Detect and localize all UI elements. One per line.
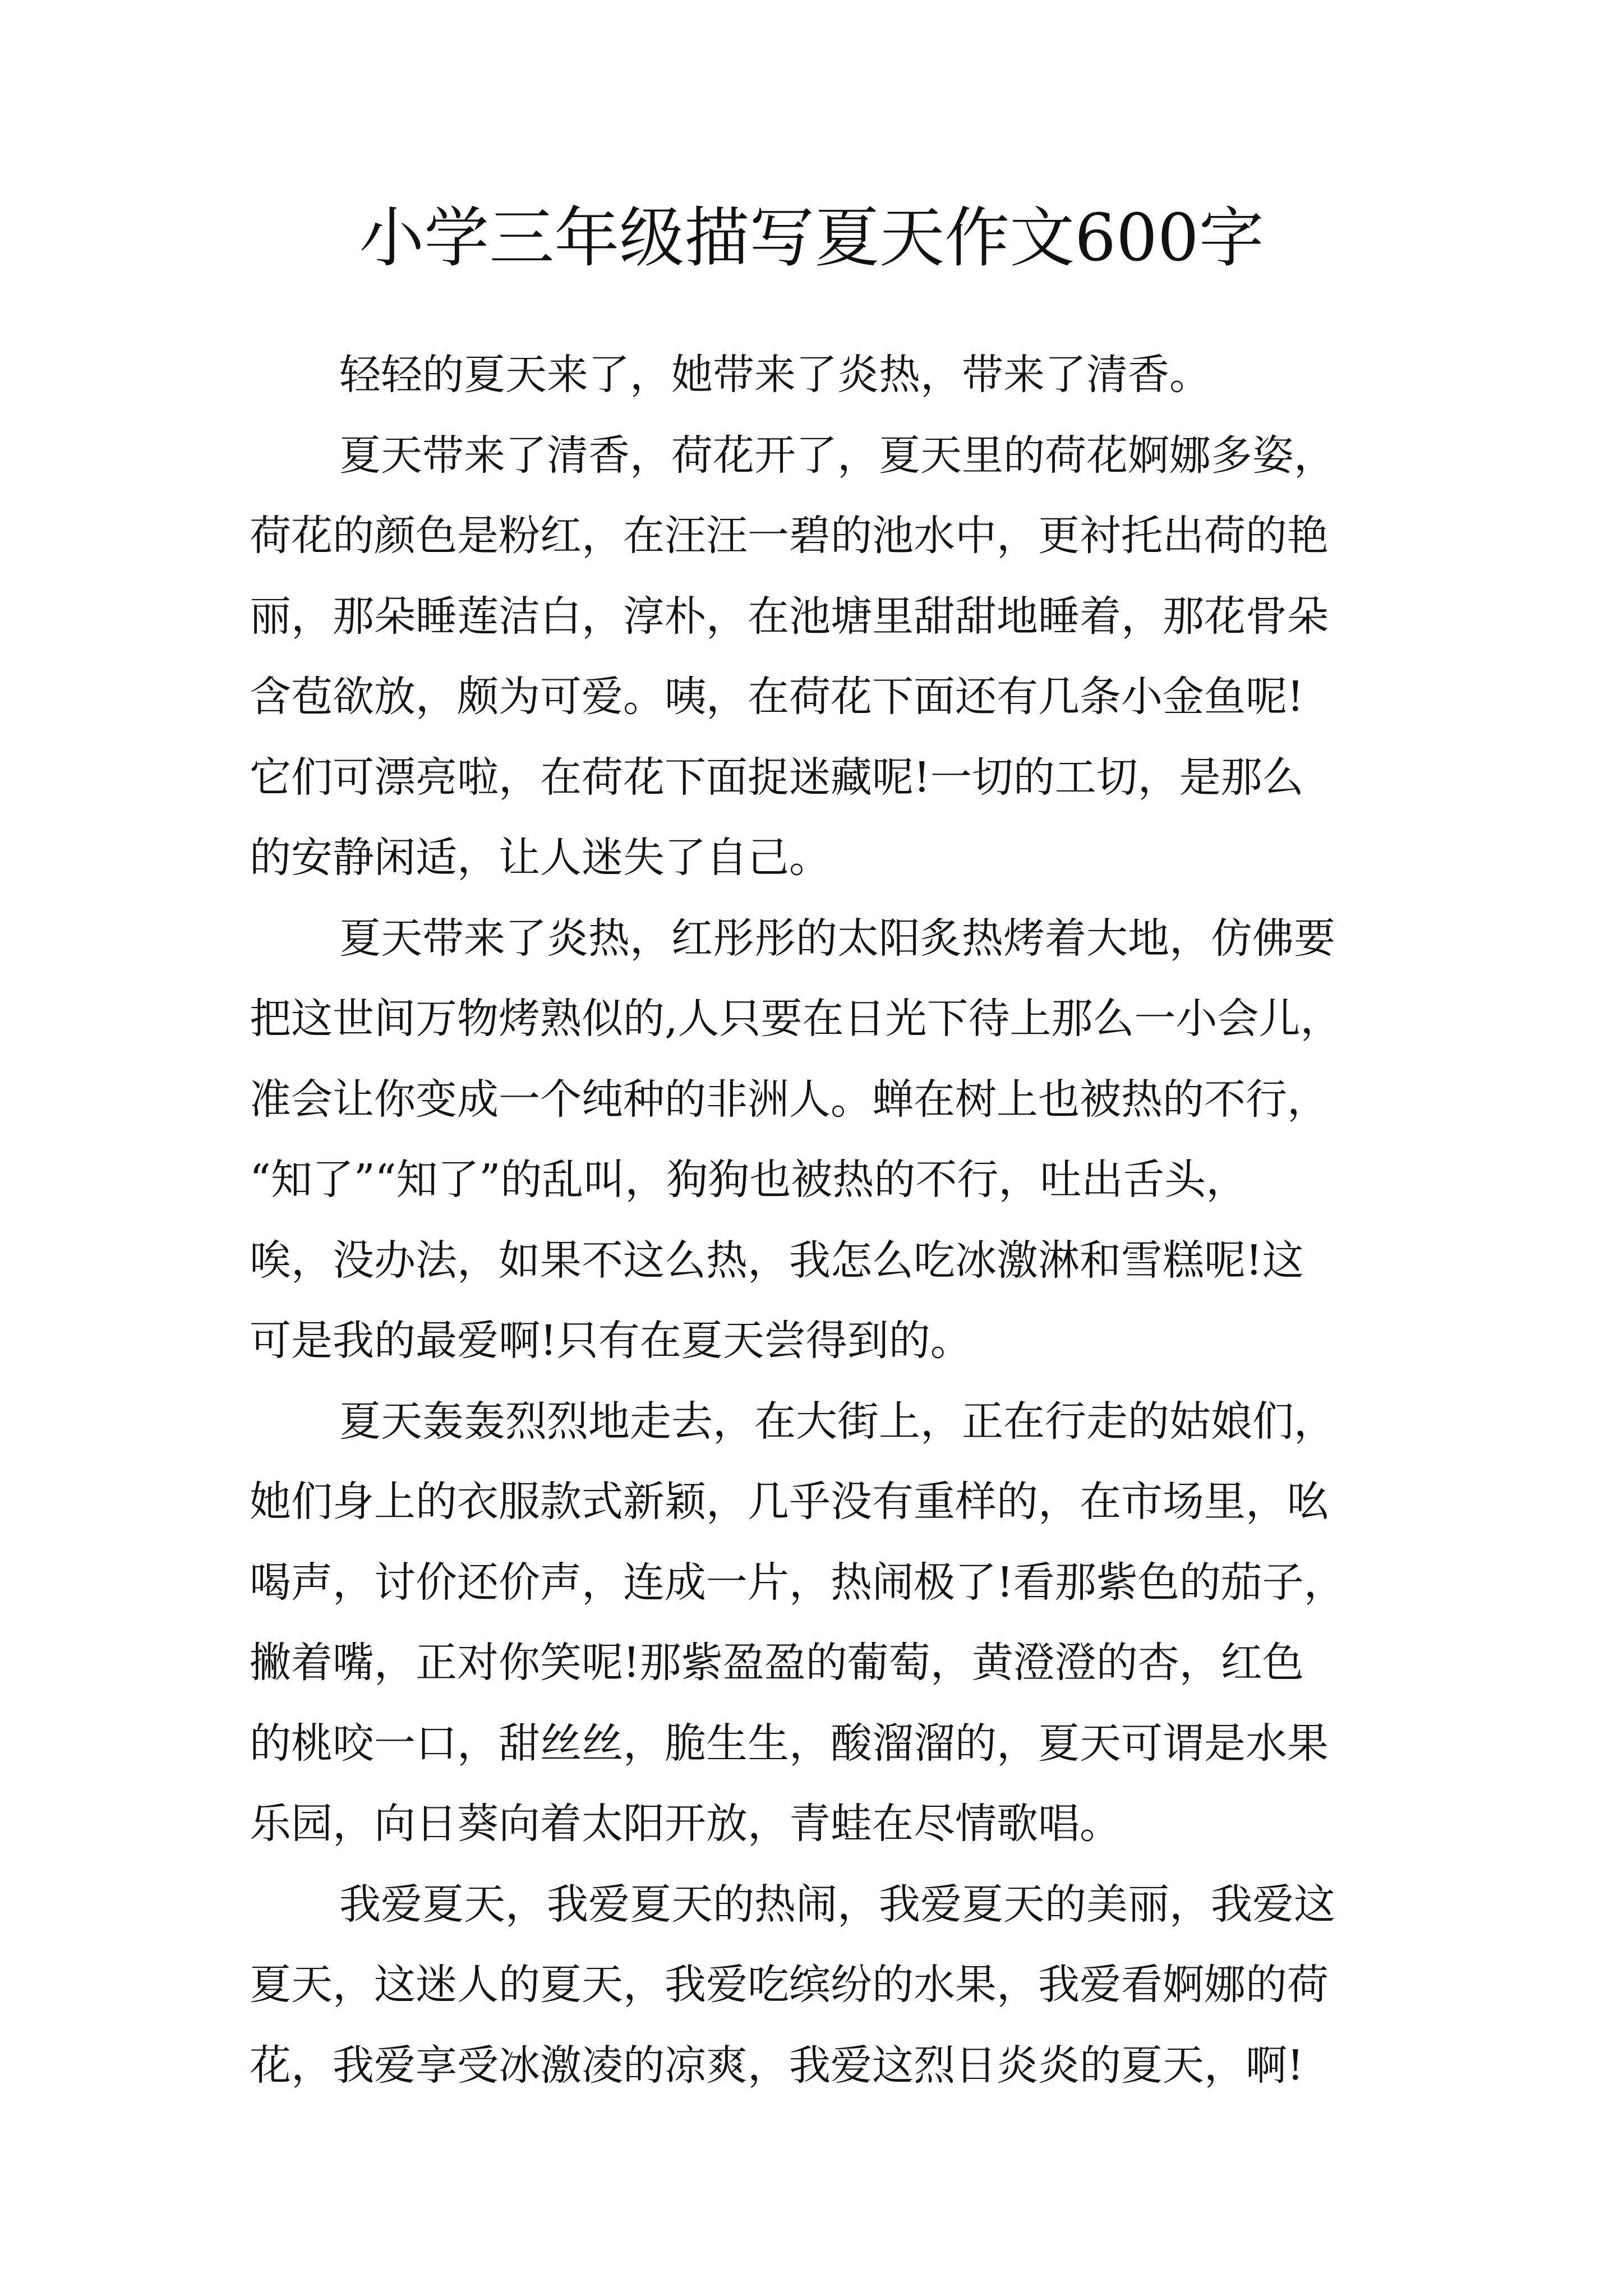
paragraph-3-line-4: “知了”“知了”的乱叫，狗狗也被热的不行，吐出舌头， — [250, 1156, 1248, 1204]
paragraph-5-line-3: 花，我爱享受冰激凌的凉爽，我爱这烈日炎炎的夏天，啊! — [250, 2041, 1304, 2090]
paragraph-3-line-3: 准会让你变成一个纯种的非洲人。蝉在树上也被热的不行， — [250, 1075, 1329, 1124]
paragraph-3-line-1: 夏天带来了炎热，红彤彤的太阳炙热烤着大地，仿佛要 — [339, 914, 1335, 963]
paragraph-2-line-6: 的安静闲适，让人迷失了自己。 — [250, 834, 831, 882]
paragraph-4-line-4: 撇着嘴，正对你笑呢!那紫盈盈的葡萄，黄澄澄的杏，红色 — [250, 1639, 1304, 1687]
paragraph-4-line-6: 乐园，向日葵向着太阳开放，青蛙在尽情歌唱。 — [250, 1800, 1121, 1848]
paragraph-2-line-3: 丽，那朵睡莲洁白，淳朴，在池塘里甜甜地睡着，那花骨朵 — [250, 592, 1329, 641]
paragraph-2-line-4: 含苞欲放，颇为可爱。咦，在荷花下面还有几条小金鱼呢! — [250, 673, 1304, 721]
paragraph-3-line-5: 唉，没办法，如果不这么热，我怎么吃冰激淋和雪糕呢!这 — [250, 1236, 1304, 1285]
paragraph-3-line-2: 把这世间万物烤熟似的,人只要在日光下待上那么一小会儿， — [250, 995, 1342, 1043]
paragraph-3-line-6: 可是我的最爱啊!只有在夏天尝得到的。 — [250, 1317, 972, 1365]
paragraph-2-line-5: 它们可漂亮啦，在荷花下面捉迷藏呢!一切的工切，是那么 — [250, 753, 1304, 802]
paragraph-4-line-5: 的桃咬一口，甜丝丝，脆生生，酸溜溜的，夏天可谓是水果 — [250, 1719, 1329, 1768]
paragraph-5-line-2: 夏天，这迷人的夏天，我爱吃缤纷的水果，我爱看婀娜的荷 — [250, 1961, 1329, 2009]
paragraph-4-line-2: 她们身上的衣服款式新颖，几乎没有重样的，在市场里，吆 — [250, 1478, 1329, 1526]
document-title: 小学三年级描写夏天作文600字 — [359, 200, 1264, 276]
paragraph-5-line-1: 我爱夏天，我爱夏天的热闹，我爱夏天的美丽，我爱这 — [339, 1880, 1335, 1929]
paragraph-1-line-1: 轻轻的夏天来了，她带来了炎热，带来了清香。 — [339, 351, 1211, 399]
essay-body — [250, 335, 1405, 2106]
paragraph-2-line-1: 夏天带来了清香，荷花开了，夏天里的荷花婀娜多姿， — [339, 431, 1335, 480]
paragraph-4-line-3: 喝声，讨价还价声，连成一片，热闹极了!看那紫色的茄子， — [250, 1558, 1345, 1607]
paragraph-2-line-2: 荷花的颜色是粉红，在汪汪一碧的池水中，更衬托出荷的艳 — [250, 512, 1329, 560]
paragraph-4-line-1: 夏天轰轰烈烈地走去，在大街上，正在行走的姑娘们， — [339, 1397, 1335, 1446]
